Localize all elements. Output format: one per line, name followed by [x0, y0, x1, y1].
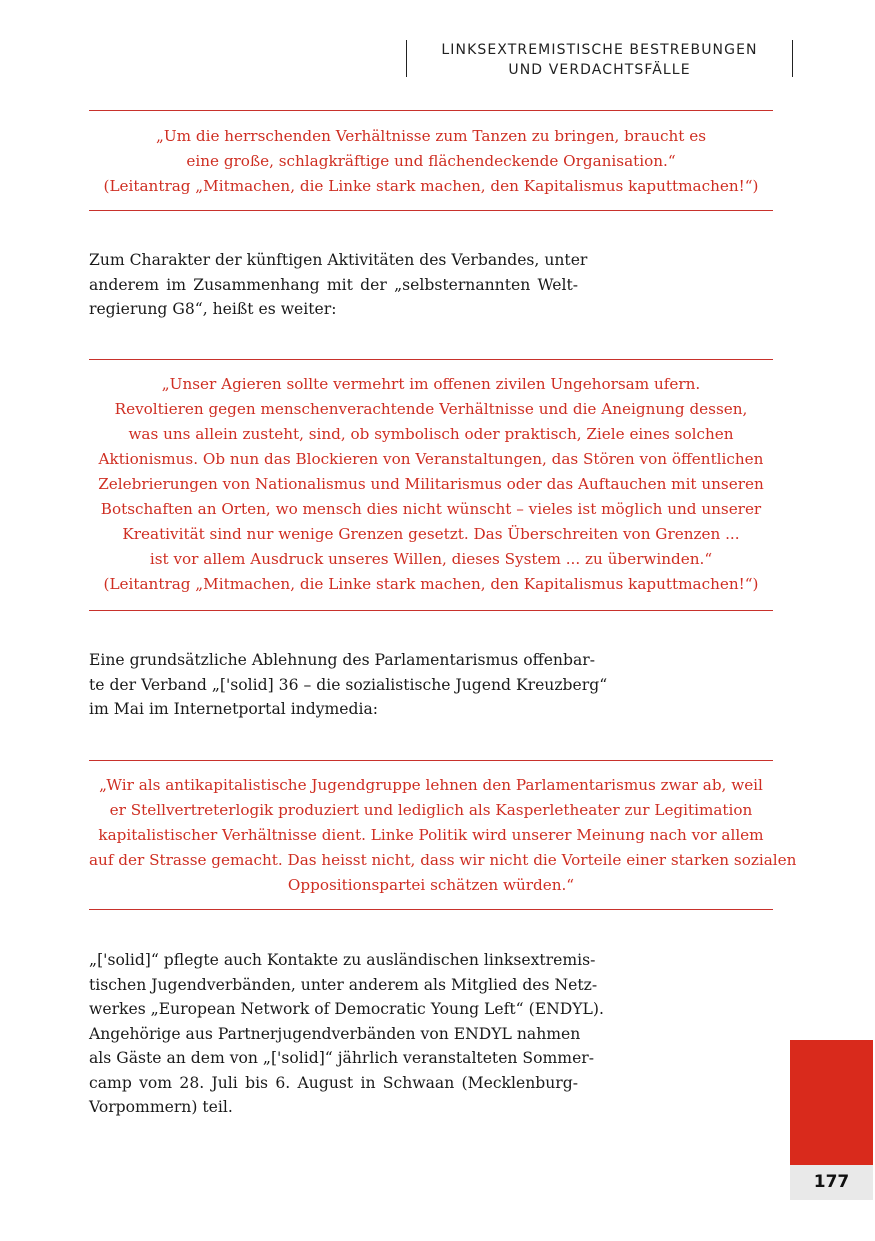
quote-line: Zelebrierungen von Nationalismus und Militarismus oder das Auftauchen mit unseren: [98, 475, 764, 493]
block-quote-1: [89, 110, 773, 211]
running-header-line-2: UND VERDACHTSFÄLLE: [508, 62, 691, 78]
chapter-color-tab: [790, 1040, 873, 1165]
paragraph-line: Zum Charakter der künftigen Aktivitäten des Verbandes, unter: [89, 251, 588, 269]
paragraph-line: regierung G8“, heißt es weiter:: [89, 300, 337, 318]
quote-line: er Stellvertreterlogik produziert und lediglich als Kasperletheater zur Legitimation: [109, 801, 753, 819]
quote-line: „Wir als antikapitalistische Jugendgruppe lehnen den Parlamentarismus zwar ab, weil: [99, 776, 763, 794]
paragraph-line: Angehörige aus Partnerjugendverbänden von ENDYL nahmen: [89, 1024, 581, 1043]
quote-source: (Leitantrag „Mitmachen, die Linke stark machen, den Kapitalismus kaputtmachen!“): [103, 575, 759, 593]
paragraph-line: Eine grundsätzliche Ablehnung des Parlamentarismus offenbar-: [89, 651, 595, 669]
paragraph-line: tischen Jugendverbänden, unter anderem als Mitglied des Netz-: [89, 975, 598, 994]
body-paragraph-1: [89, 248, 588, 322]
quote-line: Aktionismus. Ob nun das Blockieren von Veranstaltungen, das Stören von öffentlichen: [98, 450, 764, 468]
body-paragraph-2: [89, 648, 608, 722]
quote-line: „Unser Agieren sollte vermehrt im offenen zivilen Ungehorsam ufern.: [161, 375, 701, 393]
quote-line: Kreativität sind nur wenige Grenzen gesetzt. Das Überschreiten von Grenzen ...: [122, 525, 740, 543]
paragraph-line: als Gäste an dem von „['solid]“ jährlich veranstalteten Sommer-: [89, 1049, 595, 1067]
quote-line: auf der Strasse gemacht. Das heisst nicht, dass wir nicht die Vorteile einer starken sozialen: [89, 851, 797, 869]
paragraph-line: „['solid]“ pflegte auch Kontakte zu ausländischen linksextremis-: [89, 951, 596, 969]
quote-line: Botschaften an Orten, wo mensch dies nicht wünscht – vieles ist möglich und unserer: [100, 500, 762, 518]
paragraph-line: Vorpommern) teil.: [89, 1098, 233, 1116]
quote-line: Oppositionspartei schätzen würden.“: [287, 876, 575, 894]
page-number: 177: [790, 1165, 873, 1200]
running-header-line-1: LINKSEXTREMISTISCHE BESTREBUNGEN: [441, 42, 758, 58]
running-header: [406, 40, 793, 77]
paragraph-line: im Mai im Internetportal indymedia:: [89, 700, 379, 718]
paragraph-line: camp vom 28. Juli bis 6. August in Schwaan (Mecklenburg-: [89, 1073, 578, 1092]
block-quote-3: [89, 760, 797, 910]
body-paragraph-3: [89, 948, 604, 1120]
paragraph-line: werkes „European Network of Democratic Young Left“ (ENDYL).: [89, 1000, 604, 1018]
quote-line: was uns allein zusteht, sind, ob symbolisch oder praktisch, Ziele eines solchen: [128, 425, 734, 443]
quote-line: „Um die herrschenden Verhältnisse zum Tanzen zu bringen, braucht es: [155, 127, 706, 145]
quote-line: kapitalistischer Verhältnisse dient. Linke Politik wird unserer Meinung nach vor allem: [98, 826, 764, 844]
quote-source: (Leitantrag „Mitmachen, die Linke stark machen, den Kapitalismus kaputtmachen!“): [103, 177, 759, 195]
quote-line: Revoltieren gegen menschenverachtende Verhältnisse und die Aneignung dessen,: [114, 400, 748, 418]
quote-line: eine große, schlagkräftige und flächendeckende Organisation.“: [186, 152, 676, 170]
block-quote-2: [89, 359, 773, 611]
quote-line: ist vor allem Ausdruck unseres Willen, dieses System ... zu überwinden.“: [149, 550, 713, 568]
paragraph-line: anderem im Zusammenhang mit der „selbsternannten Welt-: [89, 275, 578, 294]
paragraph-line: te der Verband „['solid] 36 – die sozialistische Jugend Kreuzberg“: [89, 675, 608, 694]
